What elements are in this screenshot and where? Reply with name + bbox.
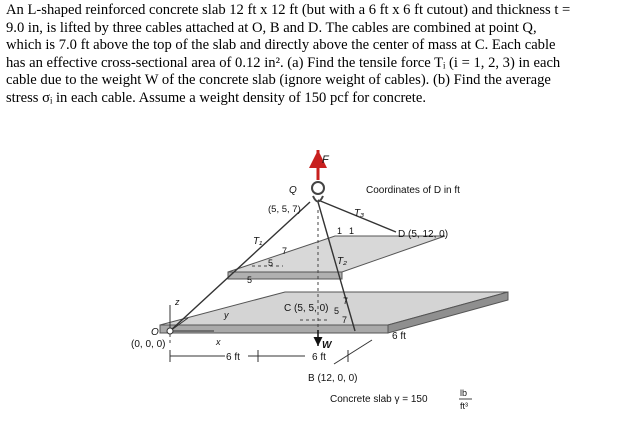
slope-1-label: 1 bbox=[337, 226, 343, 236]
point-o-label: O bbox=[151, 327, 159, 338]
dim-6ft-left: 6 ft bbox=[226, 352, 240, 363]
t1-label: T₁ bbox=[253, 236, 263, 247]
q-coords-label: (5, 5, 7) bbox=[268, 204, 301, 215]
coords-title: Coordinates of D in ft bbox=[366, 185, 460, 196]
dim-6ft-right: 6 ft bbox=[392, 331, 406, 342]
d-label: D (5, 12, 0) bbox=[398, 229, 449, 240]
c-label: C (5, 5, 0) bbox=[284, 303, 329, 314]
problem-line-3: which is 7.0 ft above the top of the slab and directly above the center of mass at C. Each cable bbox=[6, 37, 556, 54]
hook bbox=[312, 182, 324, 202]
slope-1b-label: 1 bbox=[349, 226, 355, 236]
slope-7b-label: 7 bbox=[343, 296, 349, 306]
density-label: Concrete slab γ = 150 bbox=[330, 394, 428, 405]
dimension-lines bbox=[170, 340, 372, 364]
density-unit-den: ft³ bbox=[460, 401, 468, 411]
point-o-marker bbox=[167, 328, 173, 334]
point-q-label: Q bbox=[289, 185, 297, 196]
problem-statement bbox=[6, 2, 630, 108]
axis-y-label: y bbox=[224, 310, 229, 320]
o-coords-label: (0, 0, 0) bbox=[131, 339, 166, 350]
t3-label: T₃ bbox=[354, 208, 365, 219]
problem-line-2: 9.0 in, is lifted by three cables attached at O, B and D. The cables are combined at point Q, bbox=[6, 19, 537, 36]
slab-figure bbox=[0, 130, 636, 428]
slope-7a-label: 7 bbox=[282, 246, 288, 256]
axis-x-label: x bbox=[216, 337, 221, 347]
t2-label: T₂ bbox=[337, 256, 347, 267]
dim-6ft-mid: 6 ft bbox=[312, 352, 326, 363]
problem-line-4: has an effective cross-sectional area of 0.12 in². (a) Find the tensile force Tᵢ (i = 1, 2, 3) in each bbox=[6, 54, 561, 71]
weight-w-label: W bbox=[322, 340, 332, 351]
force-f-label: F bbox=[322, 154, 329, 166]
problem-line-5: cable due to the weight W of the concrete slab (ignore weight of cables). (b) Find the average bbox=[6, 72, 551, 89]
density-unit-num: lb bbox=[460, 388, 468, 398]
axis-z-label: z bbox=[175, 297, 180, 307]
slope-7c-label: 7 bbox=[342, 315, 348, 325]
slope-5c-label: 5 bbox=[334, 306, 340, 316]
b-label: B (12, 0, 0) bbox=[308, 373, 358, 384]
slope-5a-label: 5 bbox=[268, 258, 274, 268]
problem-line-6: stress σᵢ in each cable. Assume a weight density of 150 pcf for concrete. bbox=[6, 89, 426, 106]
problem-line-1: An L-shaped reinforced concrete slab 12 ft x 12 ft (but with a 6 ft x 6 ft cutout) and thickness t = bbox=[6, 2, 571, 18]
slope-5b-label: 5 bbox=[247, 275, 253, 285]
